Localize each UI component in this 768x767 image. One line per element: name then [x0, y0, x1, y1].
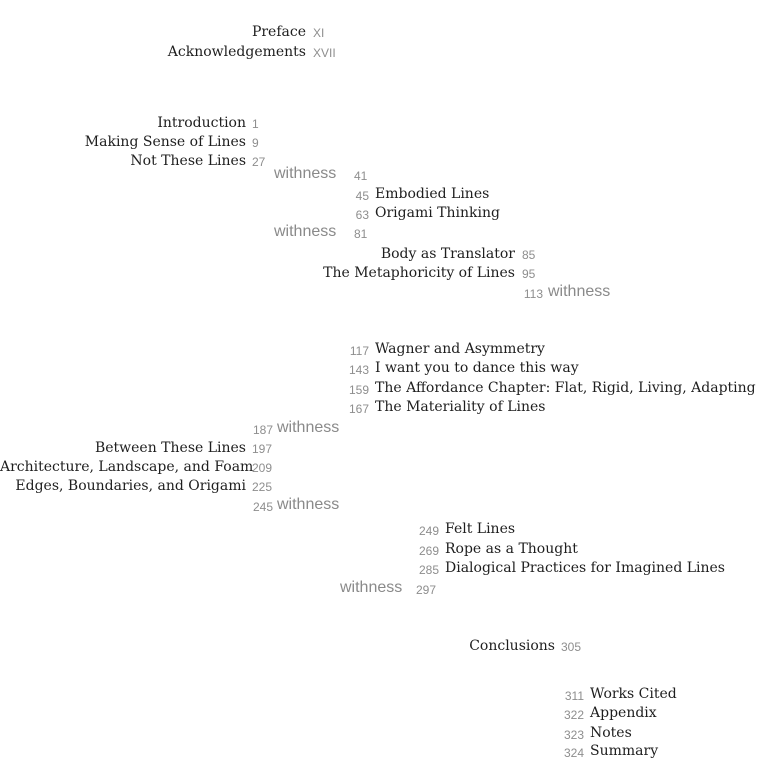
- entry-page-number: 305: [561, 640, 582, 654]
- entry-title: Not These Lines: [130, 153, 246, 169]
- withness-label[interactable]: withness: [277, 496, 340, 513]
- entry-page-number: 1: [252, 117, 259, 131]
- toc-entry-body-as-translator[interactable]: [0, 246, 515, 262]
- toc-entry-metaphoricity-of-lines[interactable]: [0, 265, 515, 281]
- toc-entry-architecture-landscape-foam[interactable]: [0, 459, 254, 475]
- toc-entry-preface[interactable]: [0, 24, 306, 40]
- toc-entry-dialogical-practices[interactable]: Dialogical Practices for Imagined Lines: [445, 560, 725, 576]
- toc-entry-rope-as-a-thought[interactable]: Rope as a Thought: [445, 541, 578, 557]
- entry-page-number: 209: [252, 461, 273, 475]
- entry-page-number: 117: [349, 344, 369, 358]
- withness-label[interactable]: withness: [274, 165, 337, 182]
- entry-page-number: 85: [522, 248, 536, 262]
- entry-title: Between These Lines: [94, 440, 246, 456]
- toc-entry-materiality-of-lines[interactable]: The Materiality of Lines: [375, 399, 546, 415]
- toc-entry-origami-thinking[interactable]: Origami Thinking: [375, 205, 500, 221]
- toc-entry-between-these-lines[interactable]: [0, 440, 246, 456]
- entry-title: Conclusions: [469, 638, 555, 654]
- entry-page-number: 285: [418, 563, 439, 577]
- entry-page-number: 159: [348, 383, 369, 397]
- toc-entry-works-cited[interactable]: Works Cited: [590, 686, 677, 702]
- entry-page-number: 249: [418, 524, 439, 538]
- withness-label[interactable]: withness: [548, 283, 611, 300]
- toc-entry-edges-boundaries-origami[interactable]: [0, 478, 246, 494]
- entry-page-number: 63: [355, 208, 369, 222]
- toc-entry-felt-lines[interactable]: Felt Lines: [445, 521, 516, 537]
- toc-entry-notes[interactable]: Notes: [590, 725, 632, 741]
- toc-entry-wagner-and-asymmetry[interactable]: Wagner and Asymmetry: [375, 341, 545, 357]
- entry-page-number: 245: [252, 500, 273, 514]
- toc-entry-not-these-lines[interactable]: [0, 153, 246, 169]
- toc-entry-embodied-lines[interactable]: Embodied Lines: [375, 186, 490, 202]
- toc-entry-dance-this-way[interactable]: I want you to dance this way: [375, 360, 579, 376]
- entry-title: Making Sense of Lines: [84, 134, 246, 150]
- entry-page-number: 143: [348, 363, 369, 377]
- toc-entry-acknowledgements[interactable]: [0, 44, 306, 60]
- entry-title: Body as Translator: [380, 246, 515, 262]
- entry-title: Architecture, Landscape, and Foam: [0, 459, 254, 475]
- entry-title: Preface: [251, 24, 306, 40]
- toc-entry-appendix[interactable]: Appendix: [590, 705, 657, 721]
- entry-page-number: 197: [252, 442, 273, 456]
- entry-page-number: 9: [252, 136, 259, 150]
- entry-page-number: 311: [564, 689, 584, 703]
- entry-page-number: 41: [354, 169, 368, 183]
- entry-page-number: 95: [522, 267, 536, 281]
- entry-page-number: XI: [313, 26, 325, 40]
- withness-label[interactable]: withness: [340, 579, 403, 596]
- entry-page-number: 323: [563, 728, 584, 742]
- entry-page-number: 187: [252, 423, 273, 437]
- toc-entry-affordance-chapter[interactable]: The Affordance Chapter: Flat, Rigid, Living, Adapting: [375, 380, 756, 396]
- entry-title: The Metaphoricity of Lines: [323, 265, 515, 281]
- toc-entry-making-sense-of-lines[interactable]: [0, 134, 246, 150]
- entry-page-number: 113: [523, 287, 543, 301]
- toc-entry-introduction[interactable]: [0, 115, 246, 131]
- entry-title: Edges, Boundaries, and Origami: [15, 478, 246, 494]
- entry-page-number: XVII: [313, 46, 336, 60]
- entry-title: Introduction: [157, 115, 246, 131]
- entry-page-number: 81: [354, 227, 368, 241]
- entry-page-number: 27: [252, 155, 266, 169]
- entry-page-number: 225: [252, 480, 273, 494]
- entry-page-number: 167: [348, 402, 369, 416]
- entry-page-number: 297: [416, 583, 437, 597]
- toc-entry-conclusions[interactable]: [0, 638, 555, 654]
- entry-page-number: 324: [563, 746, 584, 760]
- withness-label[interactable]: withness: [277, 419, 340, 436]
- entry-page-number: 322: [563, 708, 584, 722]
- entry-page-number: 269: [418, 544, 439, 558]
- entry-title: Acknowledgements: [167, 44, 306, 60]
- withness-label[interactable]: withness: [274, 223, 337, 240]
- toc-entry-summary[interactable]: Summary: [590, 743, 659, 759]
- entry-page-number: 45: [355, 189, 369, 203]
